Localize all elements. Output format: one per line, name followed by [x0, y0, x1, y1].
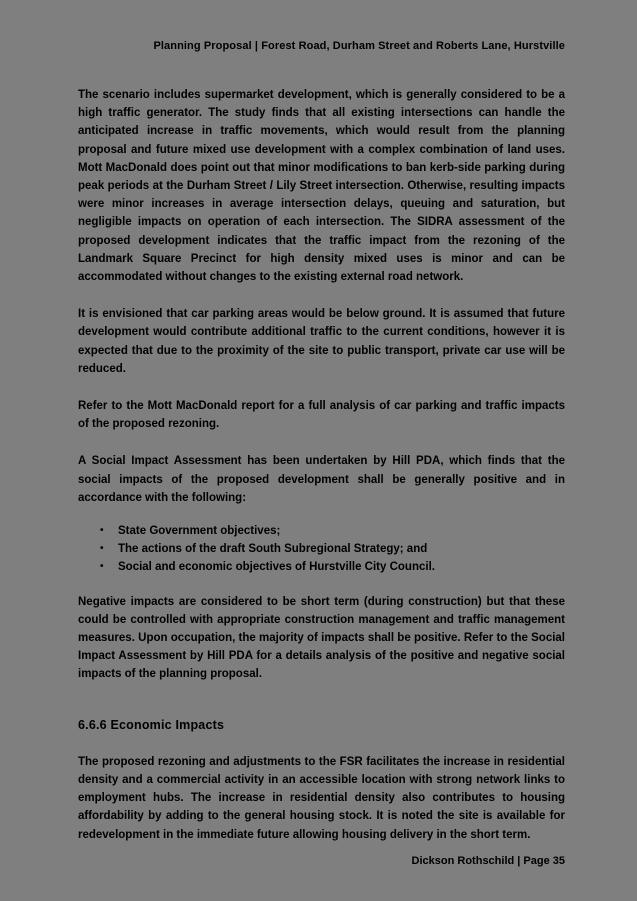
paragraph-economic-impacts: The proposed rezoning and adjustments to the FSR facilitates the increase in residential density and a commercial activity in an accessible location with strong network links to employment hubs. The increase in residential density also contributes to housing affordability by adding to the general housing stock. It is noted the site is available for redevelopment in the immediate future allowing housing delivery in the short term. — [78, 755, 565, 841]
paragraph-refer-mott-macdonald: Refer to the Mott MacDonald report for a full analysis of car parking and traffic impacts of the proposed rezoning. — [78, 400, 565, 431]
bullet-icon: • — [100, 561, 104, 573]
bullet-icon: • — [100, 525, 104, 537]
list-item — [100, 522, 565, 540]
page-header-title: Planning Proposal | Forest Road, Durham Street and Roberts Lane, Hurstville — [153, 40, 565, 52]
list-item — [100, 558, 565, 576]
paragraph-car-parking: It is envisioned that car parking areas would be below ground. It is assumed that future development would contribute additional traffic to the current conditions, however it is expected that due to the proximity of the site to public transport, private car use will be reduced. — [78, 308, 565, 375]
bullet-item-text: State Government objectives; — [118, 525, 281, 538]
paragraph-traffic-assessment: The scenario includes supermarket development, which is generally considered to be a high traffic generator. The study finds that all existing intersections can handle the anticipated increase in traffic movements, which would result from the planning proposal and future mixed use development with a complex combination of land uses. Mott MacDonald does point out that minor modifications to ban kerb-side parking during peak periods at the Durham Street / Lily Street intersection. Otherwise, resulting impacts were minor increases in average intersection delays, queuing and saturation, but negligible impacts on operation of each intersection. The SIDRA assessment of the proposed development indicates that the traffic impact from the rezoning of the Landmark Square Precinct for high density mixed uses is minor and can be accommodated without changes to the existing external road network. — [78, 89, 565, 284]
paragraph-social-impact-intro: A Social Impact Assessment has been undertaken by Hill PDA, which finds that the social impacts of the proposed development shall be generally positive and in accordance with the following: — [78, 455, 565, 504]
social-impact-bullet-list — [78, 522, 565, 577]
paragraph-negative-impacts: Negative impacts are considered to be short term (during construction) but that these could be controlled with appropriate construction management and traffic management measures. Upon occupation, the majority of impacts shall be positive. Refer to the Social Impact Assessment by Hill PDA for a details analysis of the positive and negative social impacts of the planning proposal. — [78, 595, 565, 681]
section-heading-economic-impacts: 6.6.6 Economic Impacts — [78, 717, 225, 732]
bullet-icon: • — [100, 543, 104, 555]
bullet-item-text: Social and economic objectives of Hurstville City Council. — [118, 561, 435, 574]
page-footer: Dickson Rothschild | Page 35 — [411, 855, 565, 867]
list-item — [100, 540, 565, 558]
bullet-item-text: The actions of the draft South Subregional Strategy; and — [118, 543, 428, 556]
